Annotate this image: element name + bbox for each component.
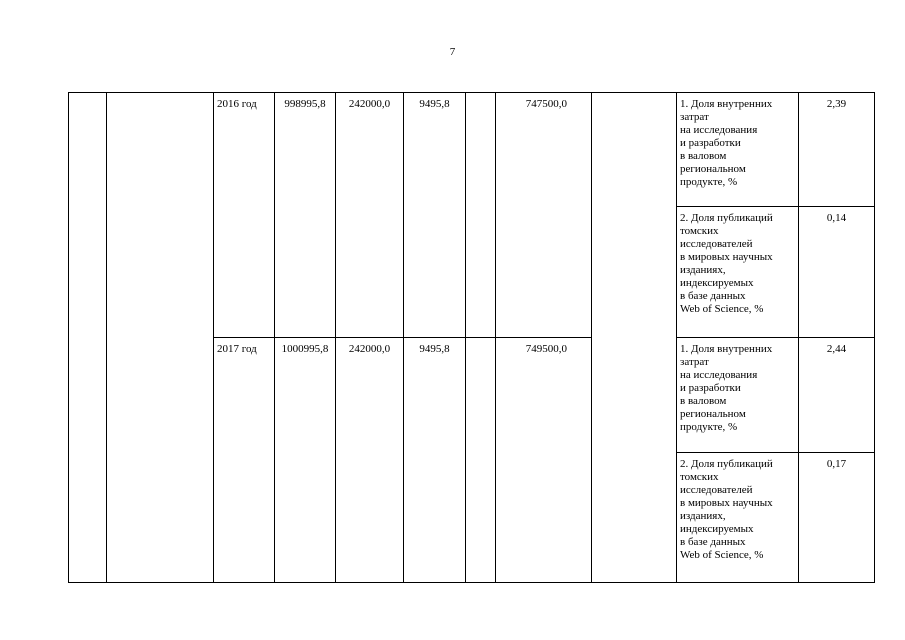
extrabudgetary-cell: 747500,0 xyxy=(496,93,592,338)
indicator-value-cell: 2,44 xyxy=(799,338,875,453)
federal-budget-cell: 242000,0 xyxy=(336,93,404,338)
page-number: 7 xyxy=(449,46,456,58)
year-cell: 2017 год xyxy=(214,338,275,583)
budget-indicators-table xyxy=(68,92,875,583)
row-number-cell xyxy=(69,93,107,583)
table-row xyxy=(69,93,875,207)
program-name-cell xyxy=(107,93,214,583)
indicator-value-cell: 0,14 xyxy=(799,207,875,338)
indicator-name-cell xyxy=(677,93,799,207)
extrabudgetary-cell: 749500,0 xyxy=(496,338,592,583)
purpose-cell xyxy=(592,93,677,583)
regional-budget-cell: 9495,8 xyxy=(404,338,466,583)
total-cell: 998995,8 xyxy=(275,93,336,338)
regional-budget-cell: 9495,8 xyxy=(404,93,466,338)
federal-budget-cell: 242000,0 xyxy=(336,338,404,583)
indicator-text: 1. Доля внутренних затрат на исследования и разработки в валовом региональном продукте, % xyxy=(680,98,773,188)
total-cell: 1000995,8 xyxy=(275,338,336,583)
indicator-name-cell xyxy=(677,453,799,583)
indicator-value-cell: 2,39 xyxy=(799,93,875,207)
indicator-name-cell xyxy=(677,338,799,453)
indicator-name-cell xyxy=(677,207,799,338)
local-budget-cell xyxy=(466,93,496,338)
local-budget-cell xyxy=(466,338,496,583)
indicator-text: 2. Доля публикаций томских исследователей в мировых научных изданиях, индексируемых в базе данных Web of Science, % xyxy=(680,212,773,315)
indicator-text: 2. Доля публикаций томских исследователей в мировых научных изданиях, индексируемых в базе данных Web of Science, % xyxy=(680,458,773,561)
year-cell: 2016 год xyxy=(214,93,275,338)
indicator-value-cell: 0,17 xyxy=(799,453,875,583)
indicator-text: 1. Доля внутренних затрат на исследования и разработки в валовом региональном продукте, % xyxy=(680,343,773,433)
